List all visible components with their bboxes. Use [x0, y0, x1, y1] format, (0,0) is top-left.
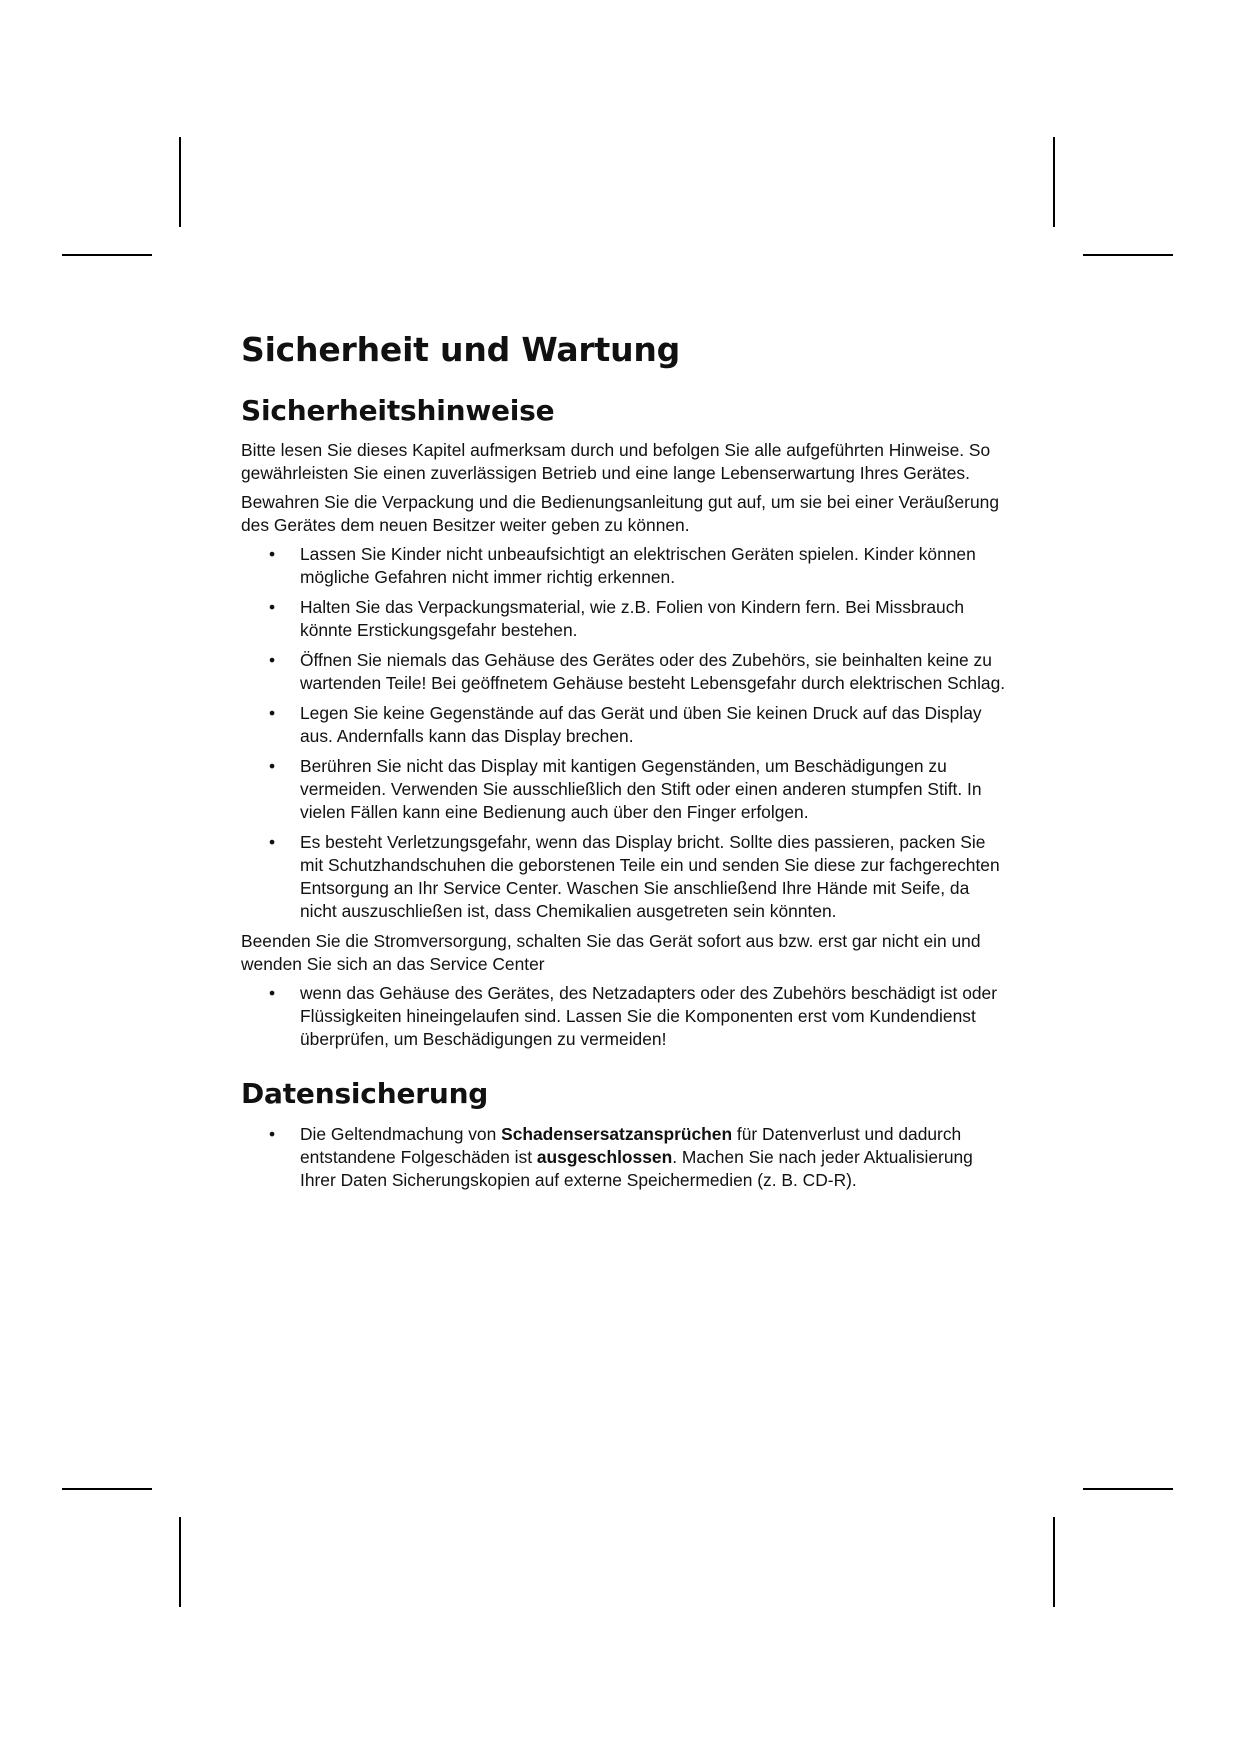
list-item [241, 982, 1006, 1051]
bullet-icon: • [269, 1123, 276, 1144]
backup-text-part-2: für Datenverlust und dadurch entstandene Folgeschäden ist [300, 1123, 962, 1167]
safety-bullet-list [241, 543, 1006, 923]
crop-mark-top-left-horizontal [62, 254, 152, 256]
bullet-icon: • [269, 756, 276, 777]
list-item-text: Es besteht Verletzungsgefahr, wenn das Display bricht. Sollte dies passieren, packen Sie mit Schutzhandschuhen die geborstenen Teile ein und senden Sie diese zur fachgerechten Entsorgung an Ihr Service Center. Waschen Sie anschließend Ihre Hände mit Seife, da nicht auszuschließen ist, dass Chemikalien ausgetreten sein könnten. [300, 832, 1000, 922]
section-heading-safety: Sicherheitshinweise [241, 393, 555, 427]
safety-bullet-list-2 [241, 982, 1006, 1051]
bullet-icon: • [269, 650, 276, 671]
page-content [241, 330, 1006, 1199]
paragraph-intro-3: Beenden Sie die Stromversorgung, schalten Sie das Gerät sofort aus bzw. erst gar nicht ein und wenden Sie sich an das Service Center [241, 931, 981, 975]
crop-mark-bottom-right-vertical [1053, 1517, 1055, 1607]
backup-text-part-1: Die Geltendmachung von [300, 1123, 502, 1144]
bullet-icon: • [269, 544, 276, 565]
bullet-icon: • [269, 703, 276, 724]
paragraph-intro-1: Bitte lesen Sie dieses Kapitel aufmerksam durch und befolgen Sie alle aufgeführten Hinweise. So gewährleisten Sie einen zuverlässigen Betrieb und eine lange Lebenserwartung Ihres Gerätes. [241, 440, 991, 484]
list-item-text: wenn das Gehäuse des Gerätes, des Netzadapters oder des Zubehörs beschädigt ist oder Flüssigkeiten hineingelaufen sind. Lassen Sie die Komponenten erst vom Kundendienst überprüfen, um Beschädigungen zu vermeiden! [300, 983, 998, 1050]
bullet-icon: • [269, 597, 276, 618]
backup-bullet-list [241, 1123, 1006, 1192]
paragraph-intro-2: Bewahren Sie die Verpackung und die Bedienungsanleitung gut auf, um sie bei einer Veräußerung des Gerätes dem neuen Besitzer weiter geben zu können. [241, 492, 999, 536]
page-title: Sicherheit und Wartung [241, 330, 681, 369]
backup-text-part-3: . Machen Sie nach jeder Aktualisierung Ihrer Daten Sicherungskopien auf externe Speichermedien (z. B. CD-R). [300, 1146, 973, 1190]
backup-text-bold-2: ausgeschlossen [536, 1146, 673, 1167]
crop-mark-bottom-right-horizontal [1083, 1488, 1173, 1490]
list-item-text: Halten Sie das Verpackungsmaterial, wie z.B. Folien von Kindern fern. Bei Missbrauch könnte Erstickungsgefahr bestehen. [300, 597, 965, 641]
crop-mark-top-right-horizontal [1083, 254, 1173, 256]
list-item-text: Öffnen Sie niemals das Gehäuse des Gerätes oder des Zubehörs, sie beinhalten keine zu wartenden Teile! Bei geöffnetem Gehäuse besteht Lebensgefahr durch elektrischen Schlag. [300, 650, 1006, 694]
list-item-text: Lassen Sie Kinder nicht unbeaufsichtigt an elektrischen Geräten spielen. Kinder können mögliche Gefahren nicht immer richtig erkennen. [300, 544, 976, 588]
backup-text-bold-1: Schadensersatzansprüchen [501, 1123, 733, 1144]
list-item-text: Berühren Sie nicht das Display mit kantigen Gegenständen, um Beschädigungen zu vermeiden. Verwenden Sie ausschließlich den Stift oder einen anderen stumpfen Stift. In vielen Fällen kann eine Bedienung auch über den Finger erfolgen. [300, 756, 982, 823]
list-item [241, 1123, 1006, 1192]
bullet-icon: • [269, 832, 276, 853]
crop-mark-top-right-vertical [1053, 137, 1055, 227]
crop-mark-bottom-left-vertical [179, 1517, 181, 1607]
list-item [241, 649, 1006, 695]
list-item [241, 755, 1006, 824]
list-item-text: Legen Sie keine Gegenstände auf das Gerät und üben Sie keinen Druck auf das Display aus. Andernfalls kann das Display brechen. [300, 703, 982, 747]
bullet-icon: • [269, 983, 276, 1004]
list-item [241, 596, 1006, 642]
list-item [241, 831, 1006, 923]
crop-mark-top-left-vertical [179, 137, 181, 227]
list-item [241, 543, 1006, 589]
crop-mark-bottom-left-horizontal [62, 1488, 152, 1490]
list-item [241, 702, 1006, 748]
section-heading-backup: Datensicherung [241, 1077, 489, 1111]
